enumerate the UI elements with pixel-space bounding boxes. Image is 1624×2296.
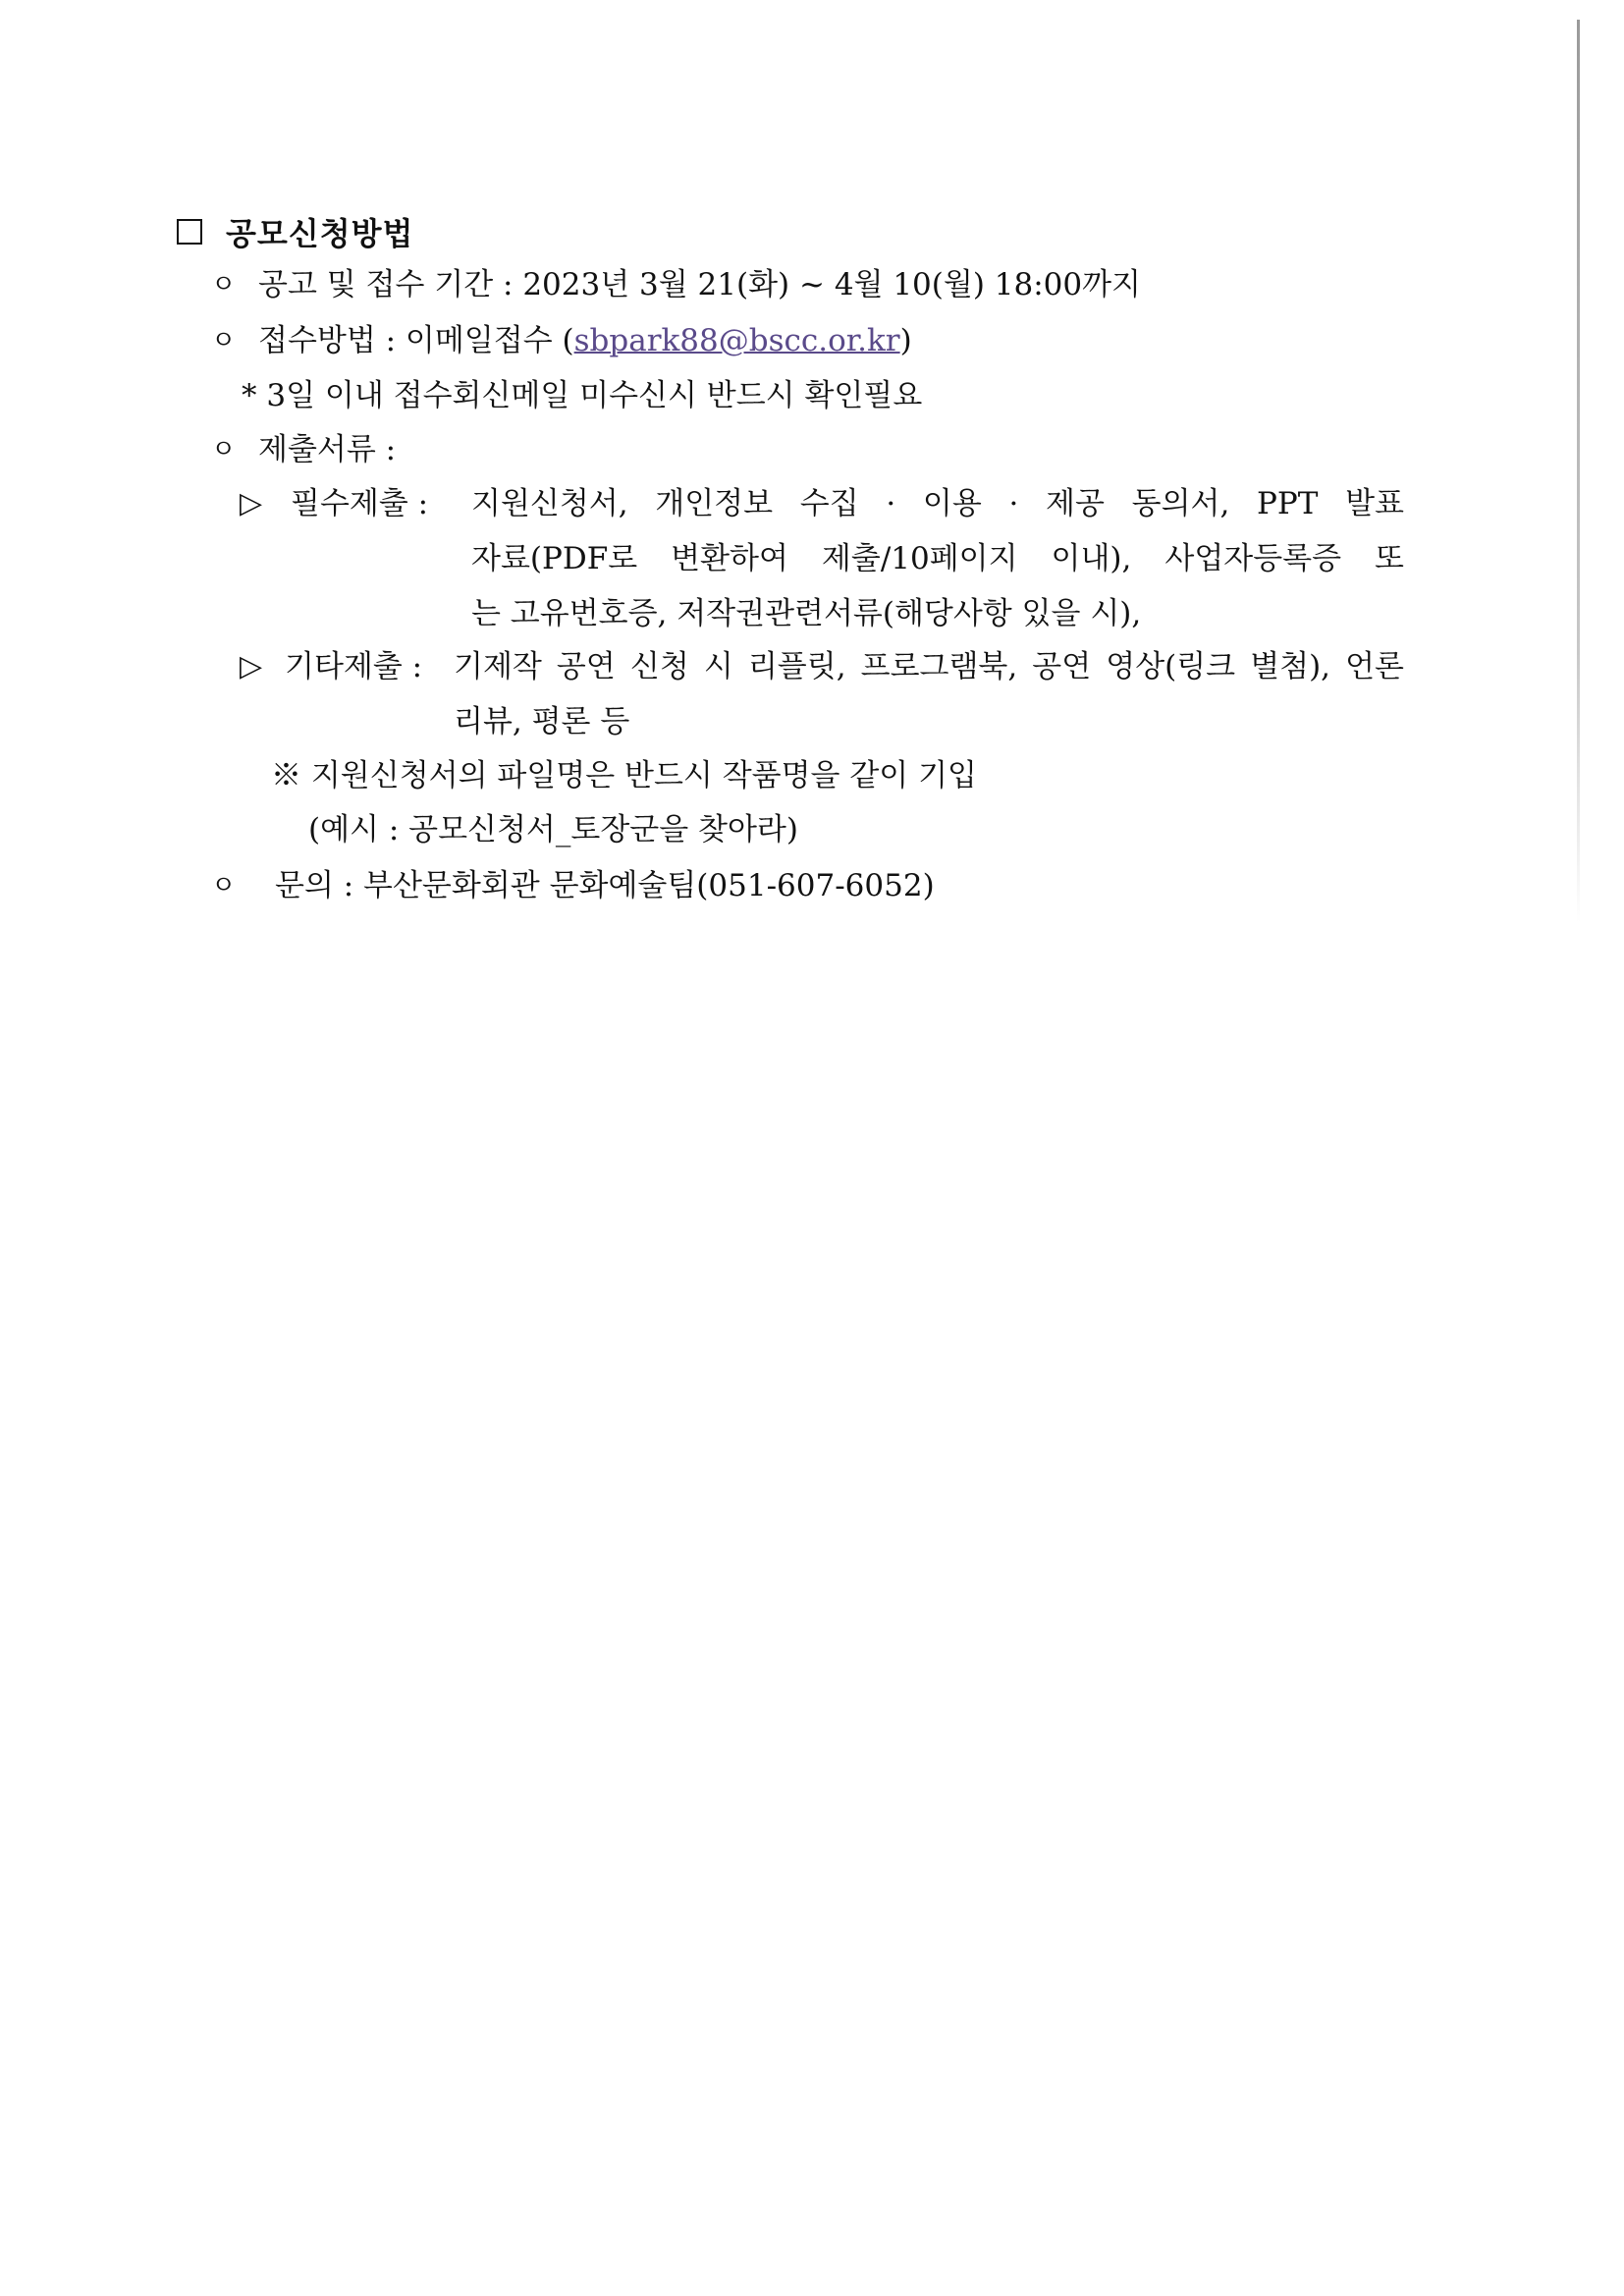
filename-note: ※ 지원신청서의 파일명은 반드시 작품명을 같이 기입 (271, 758, 977, 793)
required-line: 지원신청서, 개인정보 수집 · 이용 · 제공 동의서, PPT 발표 (471, 486, 1404, 521)
other-line: 기제작 공연 신청 시 리플릿, 프로그램북, 공연 영상(링크 별첨), 언론 (454, 649, 1404, 684)
triangle-right-icon: ▷ (240, 486, 263, 520)
required-documents (471, 476, 1404, 641)
application-period: 공고 및 접수 기간 : 2023년 3월 21(화) ~ 4월 10(월) 18:00까지 (258, 267, 1142, 302)
bullet-icon: ㅇ (211, 435, 237, 465)
application-method-section (0, 0, 1624, 982)
required-label: 필수제출 : (291, 486, 429, 521)
bullet-icon: ㅇ (211, 270, 237, 300)
bullet-icon: ㅇ (211, 871, 237, 901)
checkbox-square-icon (177, 219, 202, 245)
triangle-right-icon: ▷ (240, 649, 263, 683)
section-heading (177, 210, 413, 253)
contact-info: 문의 : 부산문화회관 문화예술팀(051-607-6052) (275, 868, 935, 903)
email-link[interactable]: sbpark88@bscc.or.kr (573, 323, 900, 358)
submission-method (258, 319, 912, 362)
documents-label: 제출서류 : (258, 432, 397, 467)
bullet-icon: ㅇ (211, 326, 237, 355)
other-documents (454, 639, 1404, 749)
filename-example: (예시 : 공모신청서_토장군을 찾아라) (308, 812, 798, 847)
required-line: 는 고유번호증, 저작권관련서류(해당사항 있을 시), (471, 596, 1142, 631)
submission-method-suffix: ) (899, 323, 912, 358)
method-note: * 3일 이내 접수회신메일 미수신시 반드시 확인필요 (242, 378, 923, 413)
submission-method-prefix: 접수방법 : 이메일접수 ( (258, 323, 574, 358)
section-title: 공모신청방법 (226, 215, 414, 252)
other-label: 기타제출 : (285, 649, 423, 684)
other-line: 리뷰, 평론 등 (454, 704, 630, 739)
required-line: 자료(PDF로 변환하여 제출/10페이지 이내), 사업자등록증 또 (471, 541, 1404, 576)
